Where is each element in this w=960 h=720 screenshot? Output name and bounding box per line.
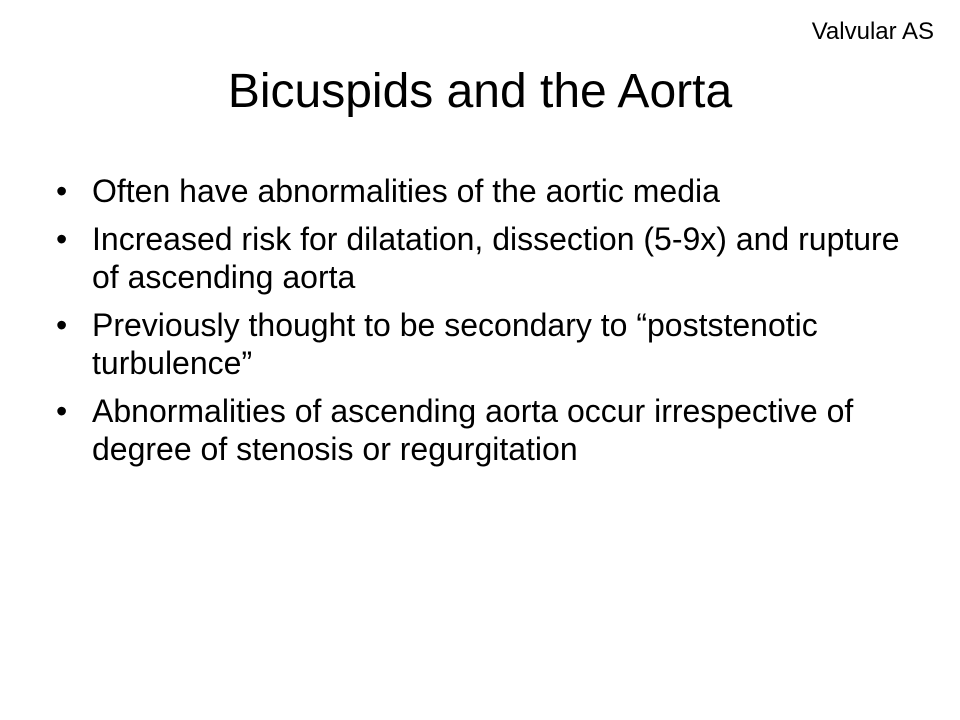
slide-title: Bicuspids and the Aorta <box>227 65 733 118</box>
bullet-text: Previously thought to be secondary to “poststenotic turbulence” <box>92 307 818 381</box>
bullet-list <box>56 172 916 478</box>
bullet-icon: • <box>56 307 68 343</box>
section-label: Valvular AS <box>811 18 934 45</box>
bullet-item <box>56 306 916 382</box>
bullet-item <box>56 220 916 296</box>
bullet-text: Often have abnormalities of the aortic media <box>92 173 720 209</box>
bullet-item <box>56 392 916 468</box>
bullet-icon: • <box>56 221 68 257</box>
bullet-item <box>56 172 916 210</box>
bullet-text: Increased risk for dilatation, dissection (5-9x) and rupture of ascending aorta <box>92 221 900 295</box>
bullet-icon: • <box>56 173 68 209</box>
bullet-text: Abnormalities of ascending aorta occur irrespective of degree of stenosis or regurgitation <box>92 393 854 467</box>
bullet-icon: • <box>56 393 68 429</box>
